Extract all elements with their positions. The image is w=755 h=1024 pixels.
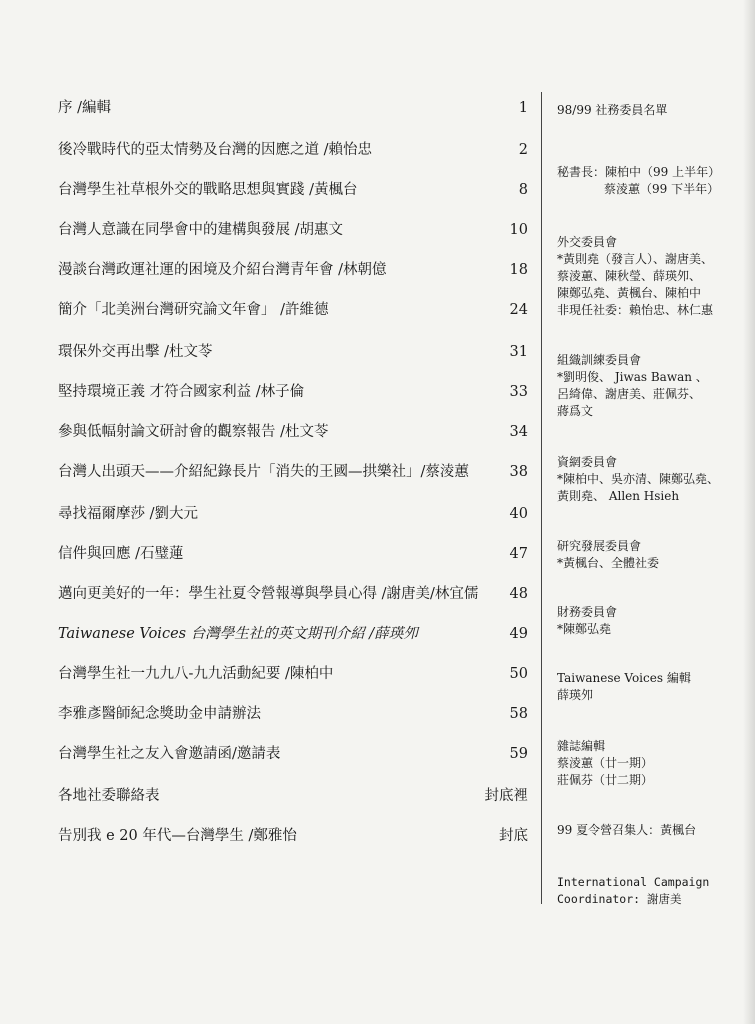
toc-page: 24 [509, 302, 528, 318]
magazine-editor-block: 雜誌編輯 蔡淩蕙（廿一期） 莊佩芬（廿二期） [557, 739, 654, 787]
toc-title: 告別我 e 20 年代—台灣學生 /鄭雅怡 [58, 828, 297, 844]
toc-entry [58, 662, 528, 686]
toc-title: 簡介「北美洲台灣研究論文年會」 /許維德 [58, 302, 329, 318]
toc-page: 31 [509, 344, 528, 360]
toc-title: 台灣學生社一九九八-九九活動紀要 /陳柏中 [58, 666, 334, 682]
column-divider [541, 92, 542, 904]
camp-convener-block: 99 夏令營召集人：黃楓台 [557, 823, 697, 837]
toc-page: 59 [509, 746, 528, 762]
research-committee-block: 研究發展委員會 *黃楓台、全體社委 [557, 539, 660, 570]
toc-title: 李雅彥醫師紀念獎助金申請辦法 [58, 706, 261, 722]
toc-entry [58, 258, 528, 282]
toc-page: 47 [509, 546, 528, 562]
page-edge-shadow [743, 0, 755, 1024]
network-committee-block: 資網委員會 *陳柏中、吳亦清、陳鄭弘堯、 黃則堯、 Allen Hsieh [557, 455, 720, 503]
toc-title: 各地社委聯絡表 [58, 788, 160, 804]
toc-title: 信件與回應 /石璧蓮 [58, 546, 184, 562]
toc-page: 58 [509, 706, 528, 722]
toc-entry [58, 138, 528, 162]
toc-title: 環保外交再出擊 /杜文苓 [58, 344, 213, 360]
toc-entry [58, 380, 528, 404]
voices-editor-block: Taiwanese Voices 編輯 薛瑛夘 [557, 671, 691, 702]
toc-entry [58, 96, 528, 120]
toc-entry [58, 178, 528, 202]
toc-entry [58, 784, 528, 808]
toc-entry [58, 502, 528, 526]
toc-entry [58, 460, 528, 484]
toc-page: 49 [509, 626, 528, 642]
foreign-committee-block: 外交委員會 *黃則堯（發言人）、謝唐美、 蔡淩蕙、陳秋瑩、薛瑛夘、 陳鄭弘堯、黃楓台、陳柏中 非現任社委：賴怡忠、林仁惠 [557, 235, 714, 317]
toc-title: 序 /編輯 [58, 100, 111, 116]
toc-entry [58, 218, 528, 242]
toc-title: 後冷戰時代的亞太情勢及台灣的因應之道 /賴怡忠 [58, 142, 372, 158]
toc-page: 34 [509, 424, 528, 440]
secretary-block: 秘書長：陳柏中（99 上半年） 蔡淩蕙（99 下半年） [557, 165, 721, 196]
toc-page: 10 [509, 222, 528, 238]
toc-title: 尋找福爾摩莎 /劉大元 [58, 506, 198, 522]
toc-page: 1 [518, 100, 528, 116]
toc-entry [58, 742, 528, 766]
toc-page: 18 [509, 262, 528, 278]
sidebar-heading: 98/99 社務委員名單 [557, 103, 668, 117]
toc-entry [58, 542, 528, 566]
toc-page: 40 [509, 506, 528, 522]
toc-title: 邁向更美好的一年：學生社夏令營報導與學員心得 /謝唐美/林宜儒 [58, 586, 479, 602]
toc-entry [58, 702, 528, 726]
finance-committee-block: 財務委員會 *陳鄭弘堯 [557, 605, 618, 636]
toc-title: Taiwanese Voices 台灣學生社的英文期刊介紹 /薛瑛夘 [58, 626, 418, 642]
toc-page: 封底裡 [484, 788, 528, 804]
toc-page: 2 [518, 142, 528, 158]
toc-title: 台灣學生社之友入會邀請函/邀請表 [58, 746, 281, 762]
toc-entry [58, 420, 528, 444]
toc-entry [58, 298, 528, 322]
toc-title: 台灣學生社草根外交的戰略思想與實踐 /黃楓台 [58, 182, 358, 198]
toc-title: 堅持環境正義 才符合國家利益 /林子倫 [58, 384, 305, 400]
toc-page: 8 [518, 182, 528, 198]
toc-entry [58, 340, 528, 364]
toc-page: 48 [509, 586, 528, 602]
toc-entry [58, 824, 528, 848]
toc-title: 參與低幅射論文研討會的觀察報告 /杜文苓 [58, 424, 329, 440]
toc-entry [58, 622, 528, 646]
toc-title: 台灣人出頭天——介紹紀錄長片「消失的王國—拱樂社」/蔡淩蕙 [58, 464, 469, 480]
training-committee-block: 組織訓練委員會 *劉明俊、 Jiwas Bawan 、 呂綺偉、謝唐美、莊佩芬、 蔣爲文 [557, 353, 708, 418]
toc-page: 封底 [499, 828, 528, 844]
toc-entry [58, 582, 528, 606]
toc-title: 台灣人意識在同學會中的建構與發展 /胡惠文 [58, 222, 343, 238]
toc-page: 50 [509, 666, 528, 682]
toc-page: 38 [509, 464, 528, 480]
campaign-coordinator-block: International Campaign Coordinator: 謝唐美 [557, 875, 710, 906]
toc-title: 漫談台灣政運社運的困境及介紹台灣青年會 /林朝億 [58, 262, 387, 278]
toc-page: 33 [509, 384, 528, 400]
